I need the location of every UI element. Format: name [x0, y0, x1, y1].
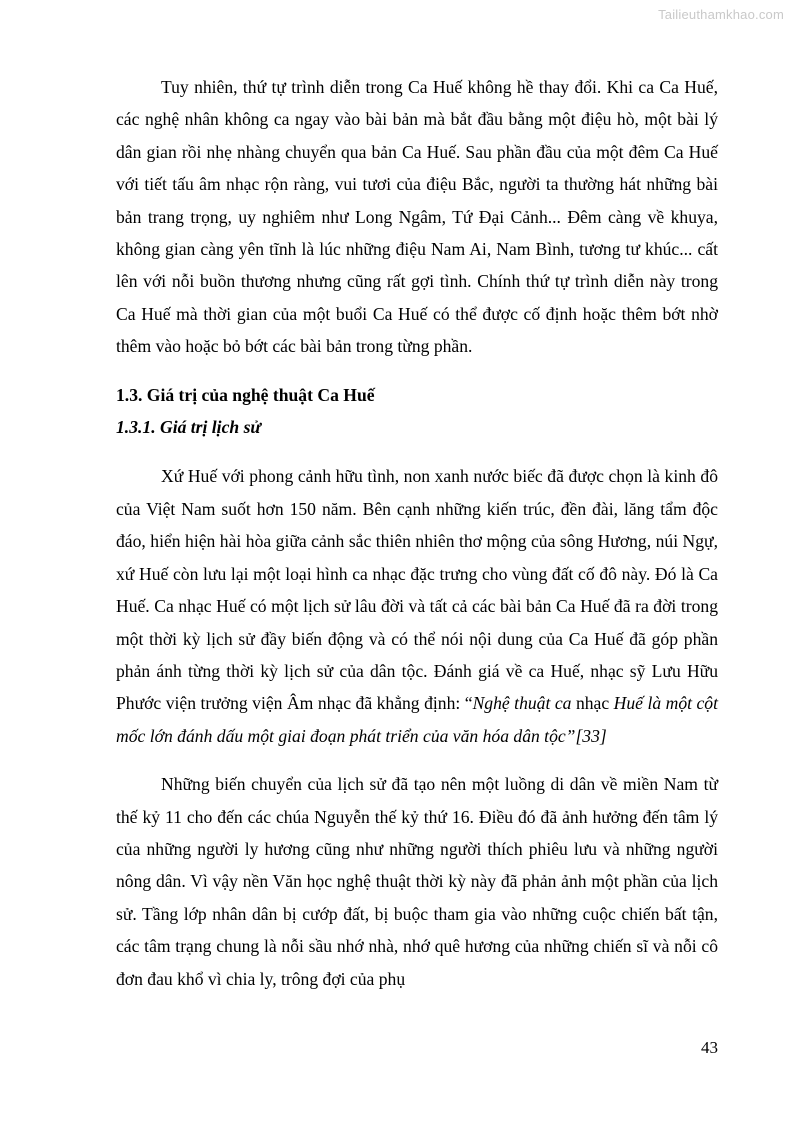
paragraph-text: Xứ Huế với phong cảnh hữu tình, non xanh nước biếc đã được chọn là kinh đô của Việt Nam suốt hơn 150 năm. Bên cạnh những kiến trúc, đền đài, lăng tẩm độc đáo, hiển hiện hài hòa giữa cảnh sắc thiên nhiên thơ mộng của sông Hương, núi Ngự, xứ Huế còn lưu lại một loại hình ca nhạc đặc trưng cho vùng đất cố đô này. Đó là Ca Huế. Ca nhạc Huế có một lịch sử lâu đời và tất cả các bài bản Ca Huế đã ra đời trong một thời kỳ lịch sử đầy biến động và có thể nói nội dung của Ca Huế đã góp phần phản ánh từng thời kỳ lịch sử của dân tộc. Đánh giá về ca Huế, nhạc sỹ Lưu Hữu Phước viện trưởng viện Âm nhạc đã khẳng định: “: [116, 466, 718, 714]
paragraph-performance-order: Tuy nhiên, thứ tự trình diễn trong Ca Huế không hề thay đổi. Khi ca Ca Huế, các nghệ nhân không ca ngay vào bài bản mà bắt đầu bằng một điệu hò, một bài lý dân gian rồi nhẹ nhàng chuyển qua bản Ca Huế. Sau phần đầu của một đêm Ca Huế với tiết tấu âm nhạc rộn ràng, vui tươi của điệu Bắc, người ta thường hát những bài bản trang trọng, uy nghiêm như Long Ngâm, Tứ Đại Cảnh... Đêm càng về khuya, không gian càng yên tĩnh là lúc những điệu Nam Ai, Nam Bình, tương tư khúc... cất lên với nỗi buồn thương nhưng cũng rất gợi tình. Chính thứ tự trình diễn này trong Ca Huế mà thời gian của một buổi Ca Huế có thể được cố định hoặc thêm bớt nhờ thêm vào hoặc bỏ bớt các bài bản trong từng phần.: [116, 77, 718, 357]
page-content: [116, 71, 718, 995]
watermark: Tailieuthamkhao.com: [658, 7, 784, 22]
subsection-heading-1-3-1: 1.3.1. Giá trị lịch sử: [116, 417, 261, 438]
paragraph-migration-history: Những biến chuyển của lịch sử đã tạo nên một luồng di dân về miền Nam từ thế kỷ 11 cho đến các chúa Nguyễn thế kỷ thứ 16. Điều đó đã ảnh hưởng đến tâm lý của những người ly hương cũng như những người thích phiêu lưu và những người nông dân. Vì vậy nền Văn học nghệ thuật thời kỳ này đã phản ảnh một phần của lịch sử. Tầng lớp nhân dân bị cướp đất, bị buộc tham gia vào những cuộc chiến bất tận, các tâm trạng chung là nỗi sầu nhớ nhà, nhớ quê hương của những chiến sĩ và nỗi cô đơn đau khổ vì chia ly, trông đợi của phụ: [116, 774, 718, 989]
quote-text-part-1: Nghệ thuật ca: [472, 693, 572, 714]
quote-text-part-2: nhạc: [571, 693, 614, 714]
quote-text-part-3: Huế là một cột mốc lớn đánh dấu một giai đoạn phát triển của văn hóa dân tộc”[33]: [116, 693, 718, 746]
section-heading-1-3: 1.3. Giá trị của nghệ thuật Ca Huế: [116, 384, 375, 405]
page-number: 43: [701, 1038, 718, 1057]
paragraph-historical-value: [116, 460, 718, 752]
